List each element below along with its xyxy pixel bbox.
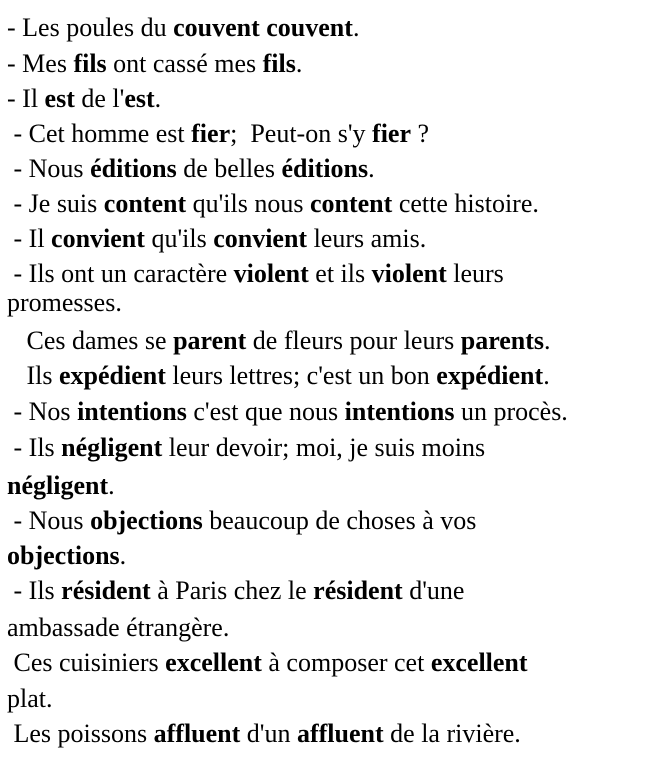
text-line: [7, 224, 426, 254]
bold-word: éditions: [281, 154, 369, 183]
bold-word: intentions: [344, 397, 455, 426]
text-segment: cette histoire.: [392, 189, 539, 218]
text-segment: à Paris chez le: [150, 576, 314, 605]
bold-word: expédient: [436, 361, 544, 390]
text-segment: à composer cet: [261, 648, 431, 677]
bold-word: négligent: [61, 433, 163, 462]
bold-word: fier: [191, 119, 231, 148]
text-segment: - Nous: [7, 154, 91, 183]
text-line: [7, 49, 302, 79]
text-segment: - Ils ont un caractère: [7, 259, 234, 288]
text-segment: - Ils: [7, 433, 62, 462]
text-segment: de belles: [176, 154, 282, 183]
text-segment: un procès.: [454, 397, 568, 426]
text-line: [7, 13, 359, 43]
text-segment: .: [368, 154, 375, 183]
text-segment: d'une: [402, 576, 465, 605]
text-line: [7, 719, 521, 749]
bold-word: parent: [173, 326, 247, 355]
text-segment: - Les poules du: [7, 13, 174, 42]
text-line: [7, 189, 539, 219]
text-segment: c'est que nous: [186, 397, 345, 426]
bold-word: fils: [73, 49, 107, 78]
bold-word: couvent: [266, 13, 353, 42]
text-segment: de l': [74, 84, 125, 113]
bold-word: intentions: [77, 397, 187, 426]
bold-word: est: [44, 84, 75, 113]
text-segment: leurs: [446, 259, 504, 288]
text-segment: - Cet homme est: [7, 119, 192, 148]
bold-word: content: [309, 189, 393, 218]
bold-word: content: [103, 189, 187, 218]
text-line: [7, 471, 115, 501]
text-segment: - Il: [7, 224, 52, 253]
text-segment: plat.: [7, 684, 53, 713]
text-segment: beaucoup de choses à vos: [202, 506, 477, 535]
text-segment: et ils: [308, 259, 372, 288]
text-segment: - Nos: [7, 397, 78, 426]
text-segment: .: [295, 49, 303, 78]
text-line: [7, 154, 375, 184]
bold-word: violent: [233, 259, 309, 288]
text-segment: Ces cuisiniers: [7, 648, 166, 677]
text-line: [7, 541, 126, 571]
bold-word: excellent: [165, 648, 262, 677]
text-segment: .: [352, 13, 360, 42]
bold-word: est: [124, 84, 155, 113]
text-segment: ?: [411, 119, 430, 148]
text-line: [7, 84, 161, 114]
bold-word: objections: [90, 506, 203, 535]
text-line: [7, 397, 568, 427]
text-line: [7, 506, 476, 536]
text-segment: d'un: [240, 719, 297, 748]
bold-word: résident: [61, 576, 151, 605]
bold-word: violent: [371, 259, 447, 288]
text-line: [7, 684, 53, 714]
text-segment: qu'ils: [144, 224, 214, 253]
text-segment: leurs lettres; c'est un bon: [165, 361, 437, 390]
text-segment: Ils: [7, 361, 59, 390]
text-line: [7, 326, 551, 356]
text-segment: .: [154, 84, 162, 113]
text-segment: Les poissons: [7, 719, 154, 748]
text-segment: de la rivière.: [383, 719, 521, 748]
text-segment: de fleurs pour leurs: [246, 326, 461, 355]
text-segment: leur devoir; moi, je suis moins: [162, 433, 486, 462]
bold-word: affluent: [153, 719, 241, 748]
text-segment: ambassade étrangère.: [7, 613, 230, 642]
bold-word: parents: [460, 326, 545, 355]
bold-word: éditions: [90, 154, 177, 183]
text-segment: - Ils: [7, 576, 62, 605]
text-segment: .: [544, 326, 551, 355]
text-line: [7, 119, 429, 149]
bold-word: affluent: [296, 719, 384, 748]
text-segment: - Il: [7, 84, 45, 113]
text-line: [7, 361, 550, 391]
text-segment: .: [119, 541, 127, 570]
bold-word: négligent: [7, 471, 109, 500]
text-line: [7, 576, 464, 606]
text-segment: - Je suis: [7, 189, 104, 218]
bold-word: résident: [313, 576, 403, 605]
text-line: [7, 613, 229, 643]
bold-word: expédient: [59, 361, 166, 390]
bold-word: couvent: [173, 13, 260, 42]
text-segment: Ces dames se: [7, 326, 174, 355]
text-line: [7, 433, 485, 463]
bold-word: convient: [213, 224, 308, 253]
text-segment: leurs amis.: [307, 224, 427, 253]
text-segment: promesses.: [7, 288, 122, 317]
text-segment: .: [108, 471, 115, 500]
text-segment: - Nous: [7, 506, 91, 535]
bold-word: convient: [51, 224, 145, 253]
bold-word: excellent: [430, 648, 528, 677]
text-line: [7, 648, 528, 678]
text-line: [7, 288, 122, 318]
text-segment: .: [543, 361, 550, 390]
text-segment: ; Peut-on s'y: [230, 119, 373, 148]
text-line: [7, 259, 504, 289]
text-segment: - Mes: [7, 49, 74, 78]
bold-word: fier: [372, 119, 411, 148]
text-segment: ont cassé mes: [106, 49, 263, 78]
text-segment: qu'ils nous: [186, 189, 310, 218]
bold-word: objections: [7, 541, 120, 570]
bold-word: fils: [262, 49, 296, 78]
